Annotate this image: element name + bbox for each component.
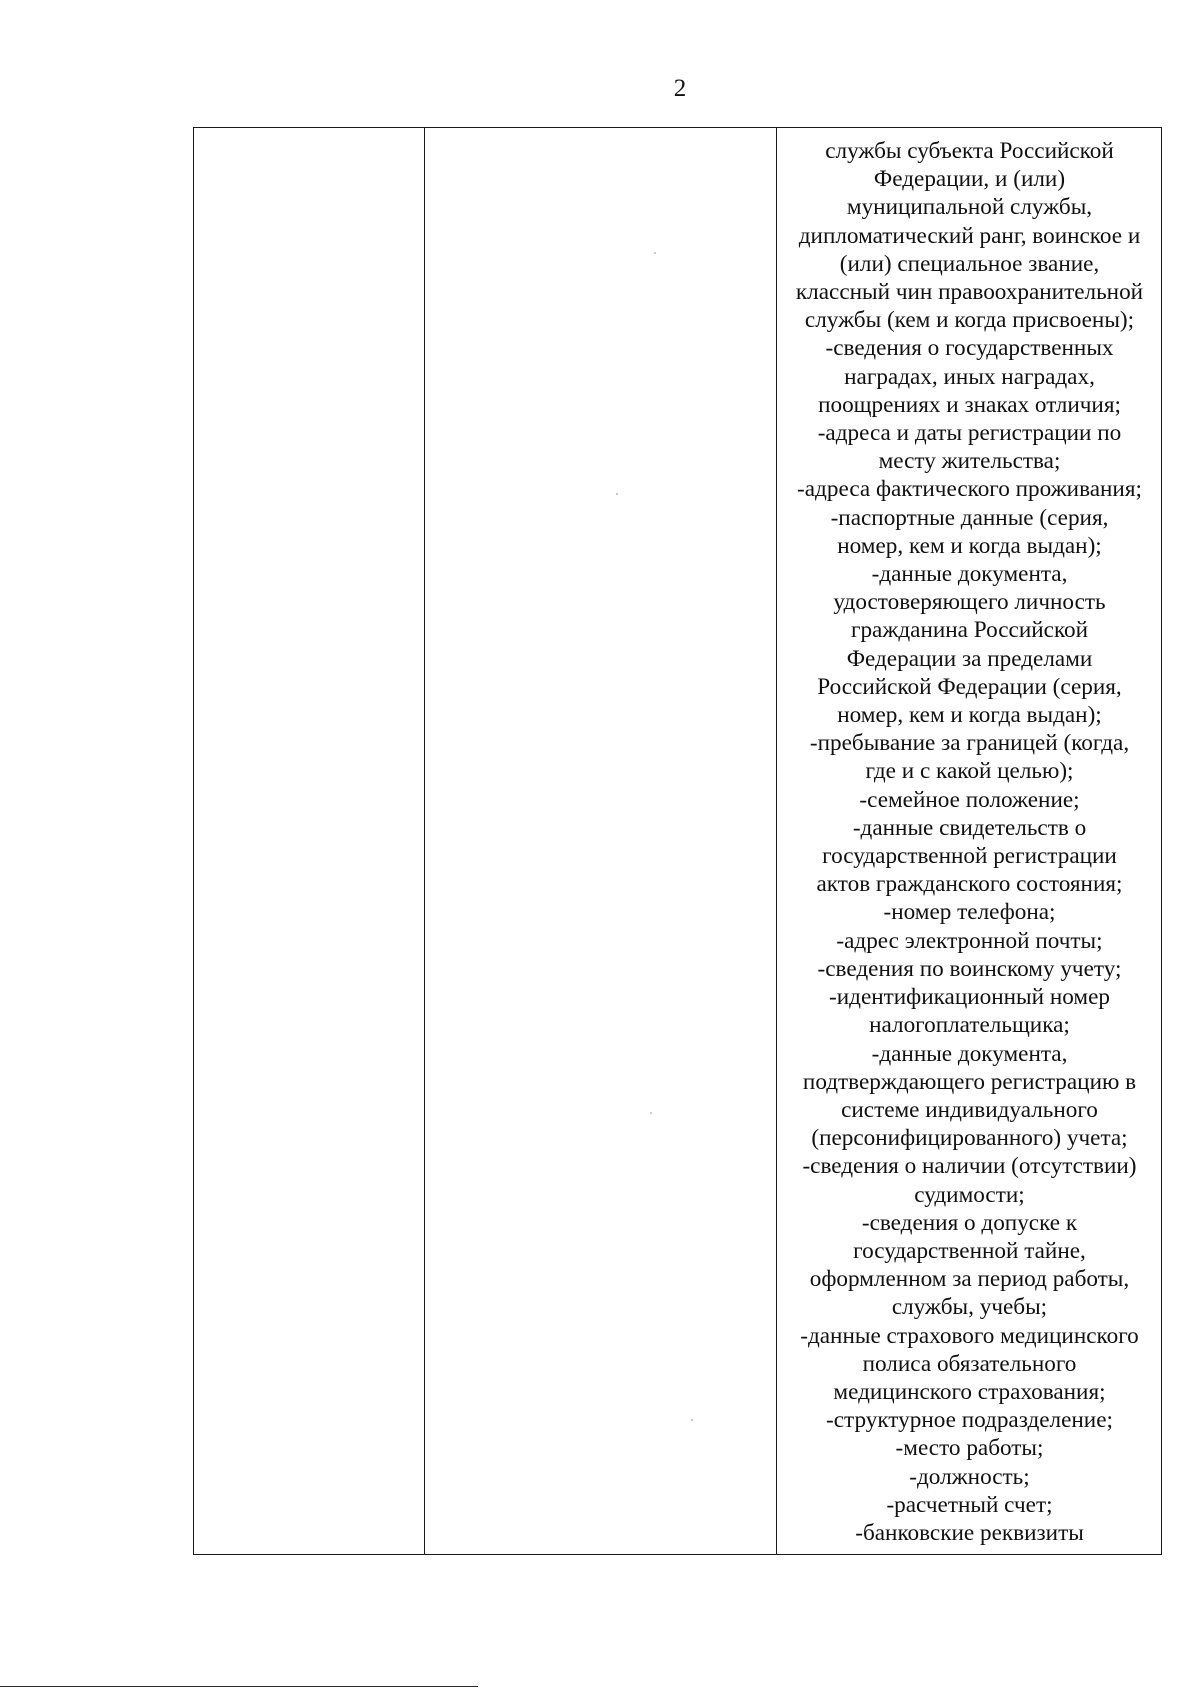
cell-line: -данные страхового медицинского — [800, 1322, 1139, 1349]
cell-line: государственной тайне, — [853, 1237, 1086, 1264]
cell-line: системе индивидуального — [841, 1096, 1098, 1123]
cell-line: -адрес электронной почты; — [836, 927, 1103, 954]
cell-line: (персонифицированного) учета; — [811, 1125, 1128, 1152]
scan-speck — [650, 1112, 652, 1114]
cell-line: месту жительства; — [878, 448, 1061, 475]
cell-line: -номер телефона; — [883, 899, 1056, 926]
column-divider — [776, 128, 777, 1554]
cell-line: -данные свидетельств о — [852, 814, 1087, 841]
scan-speck — [691, 1419, 693, 1421]
cell-line: -должность; — [909, 1463, 1030, 1490]
column-divider — [424, 128, 425, 1554]
cell-line: Федерации за пределами — [846, 645, 1093, 672]
cell-line: гражданина Российской — [850, 617, 1089, 644]
cell-line: судимости; — [914, 1181, 1025, 1208]
scan-speck — [654, 252, 656, 254]
cell-line: номер, кем и когда выдан); — [837, 702, 1102, 729]
cell-line: подтверждающего регистрацию в — [802, 1068, 1137, 1095]
cell-line: -семейное положение; — [859, 786, 1080, 813]
cell-line: -сведения о допуске к — [861, 1209, 1078, 1236]
cell-line: поощрениях и знаках отличия; — [818, 391, 1121, 418]
cell-line: -паспортные данные (серия, — [830, 504, 1109, 531]
cell-line: оформленном за период работы, — [809, 1266, 1130, 1293]
cell-line: актов гражданского состояния; — [816, 871, 1123, 898]
cell-line: дипломатический ранг, воинское и — [798, 222, 1141, 249]
cell-line: службы, учебы; — [891, 1294, 1048, 1321]
cell-line: -сведения по воинскому учету; — [817, 955, 1122, 982]
cell-line: муниципальной службы, — [846, 194, 1093, 221]
page-number: 2 — [673, 75, 687, 102]
cell-line: -расчетный счет; — [886, 1491, 1053, 1518]
footer-rule — [0, 1686, 478, 1687]
cell-line: -структурное подразделение; — [826, 1407, 1113, 1434]
cell-line: налогоплательщика; — [869, 1012, 1070, 1039]
cell-line: -адреса фактического проживания; — [797, 476, 1142, 503]
cell-line: -пребывание за границей (когда, — [809, 730, 1130, 757]
cell-line: медицинского страхования; — [833, 1378, 1106, 1405]
cell-line: где и с какой целью); — [865, 758, 1074, 785]
cell-line: -идентификационный номер — [829, 984, 1110, 1011]
cell-line: полиса обязательного — [862, 1350, 1077, 1377]
cell-line: удостоверяющего личность — [833, 589, 1106, 616]
cell-line: -сведения о государственных — [825, 335, 1114, 362]
scan-speck — [616, 493, 618, 495]
cell-line: государственной регистрации — [822, 843, 1117, 870]
table-cell-col-3 — [778, 137, 1161, 1547]
cell-line: номер, кем и когда выдан); — [837, 532, 1102, 559]
cell-line: службы субъекта Российской — [825, 138, 1114, 164]
cell-line: службы (кем и когда присвоены); — [804, 307, 1135, 334]
cell-line: -данные документа, — [871, 561, 1068, 588]
data-table — [193, 127, 1162, 1555]
cell-line: -адреса и даты регистрации по — [817, 420, 1122, 447]
cell-line: классный чин правоохранительной — [795, 279, 1144, 306]
cell-line: Российской Федерации (серия, — [817, 673, 1122, 700]
cell-line: (или) специальное звание, — [839, 250, 1100, 277]
cell-line: -банковские реквизиты — [855, 1519, 1084, 1546]
cell-line: наградах, иных наградах, — [844, 363, 1095, 390]
cell-line: Федерации, и (или) — [873, 166, 1066, 193]
cell-line: -сведения о наличии (отсутствии) — [802, 1153, 1137, 1180]
cell-line: -данные документа, — [871, 1040, 1068, 1067]
cell-line: -место работы; — [895, 1435, 1044, 1462]
